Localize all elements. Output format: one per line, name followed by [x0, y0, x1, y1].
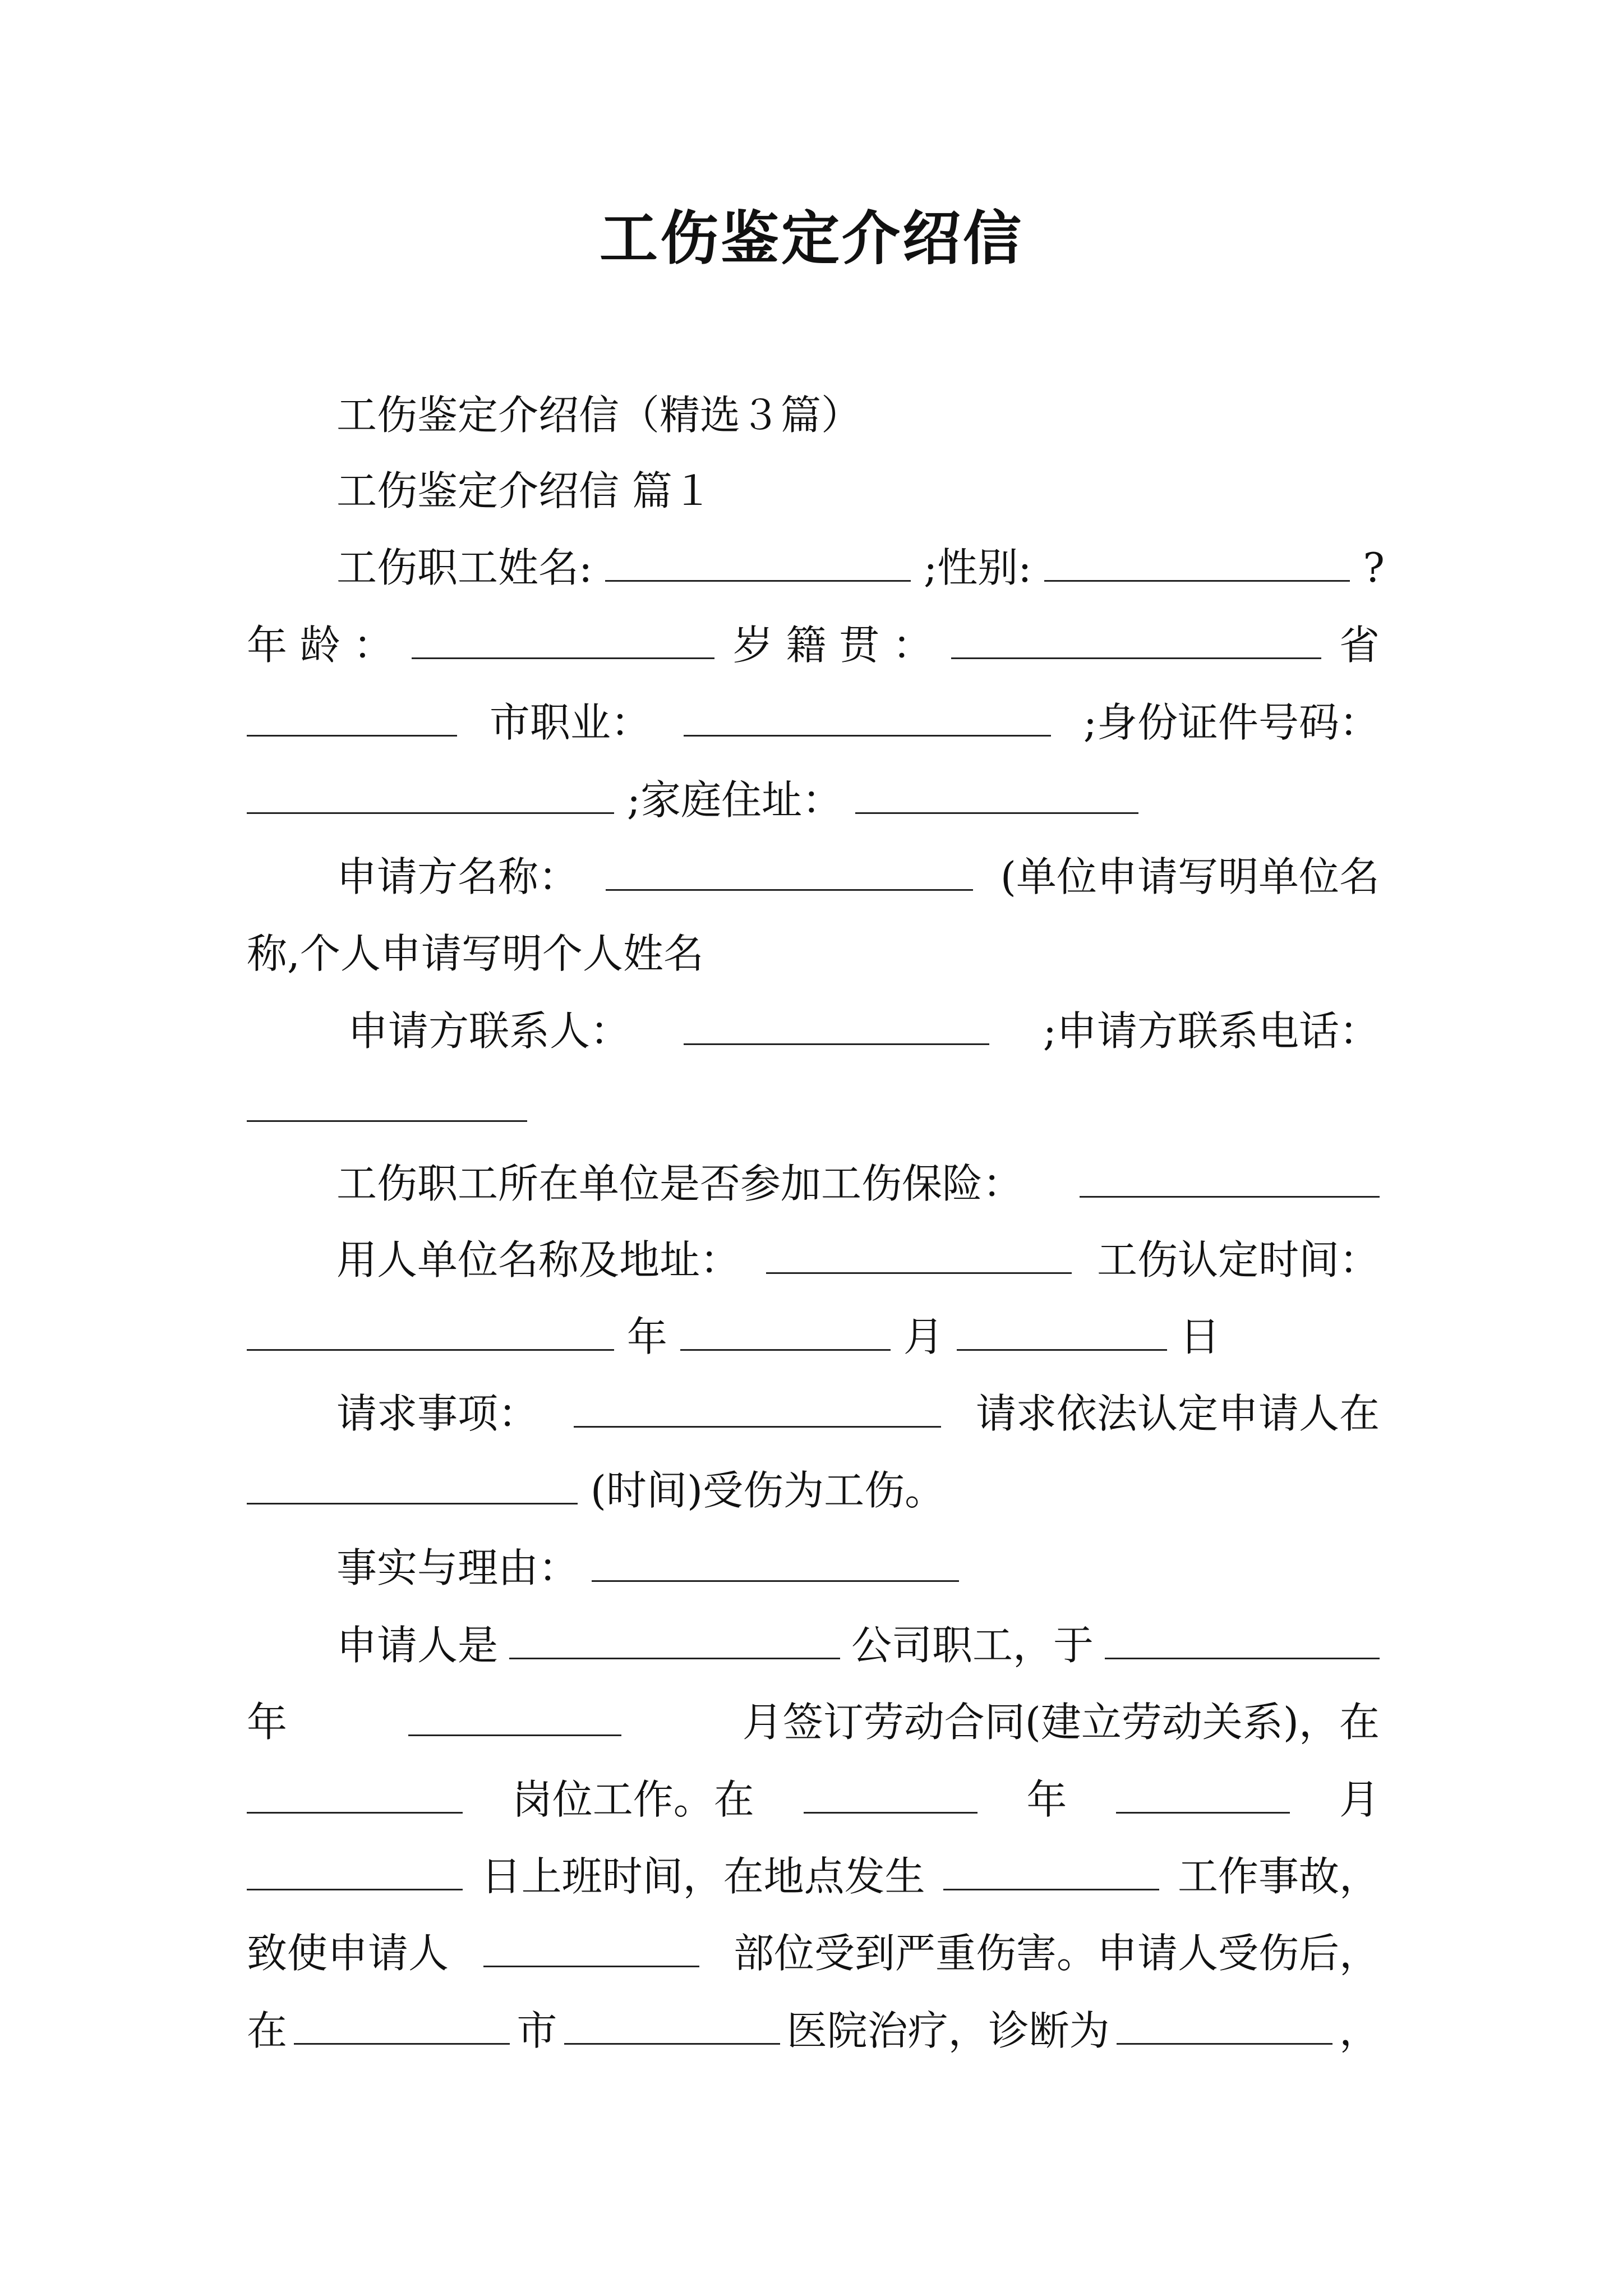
phone-blank-line [247, 1080, 527, 1136]
cause-injury: 致使申请人 [247, 1930, 449, 1977]
phone-blank [247, 1084, 527, 1122]
age-label: 年 龄 ： [247, 622, 394, 669]
native-place-blank [951, 622, 1321, 659]
applicant-name-blank [606, 853, 973, 891]
company-worker: 公司职工，于 [851, 1622, 1094, 1669]
request-blank [574, 1390, 941, 1428]
day-text: 日 [1179, 1313, 1220, 1360]
recognition-year-blank [247, 1313, 614, 1351]
recognition-time-label: 工伤认定时间： [1096, 1236, 1380, 1283]
question-mark: ? [1363, 544, 1385, 591]
comma-text: ， [1339, 2007, 1380, 2054]
company-blank [509, 1622, 840, 1659]
injury-text: 部位受到严重伤害。申请人受伤后， [733, 1930, 1380, 1977]
request-text-2: (时间)受伤为工伤。 [590, 1467, 946, 1514]
document-title: 工伤鉴定介绍信 [599, 204, 1023, 273]
employer-blank [766, 1236, 1072, 1274]
city-text: 市 [517, 2007, 557, 2054]
at-text: 在 [247, 2007, 288, 2054]
year-text-3: 年 [1026, 1776, 1067, 1823]
injury-line [247, 1925, 1380, 1981]
native-place-label: 岁 籍 贯 ： [732, 622, 933, 669]
name-gender-line [336, 540, 1385, 596]
hire-month-blank [408, 1699, 621, 1736]
gender-blank [1044, 544, 1350, 582]
month-text-2: 月 [1339, 1776, 1380, 1823]
post-work: 岗位工作。在 [511, 1776, 754, 1823]
id-address-line [247, 772, 1138, 828]
id-label: ;身份证件号码： [1083, 699, 1380, 746]
city-occupation-line [247, 694, 1380, 751]
home-address-label: ;家庭住址： [626, 776, 843, 823]
insurance-line [336, 1156, 1380, 1212]
applicant-company-line [336, 1617, 1380, 1673]
injury-part-blank [483, 1930, 699, 1967]
year-text: 年 [626, 1313, 667, 1360]
contact-line [348, 1003, 1380, 1059]
contract-text: 月签订劳动合同(建立劳动关系)，在 [742, 1699, 1380, 1746]
name-blank [605, 544, 911, 582]
city-occupation-label: 市职业： [489, 699, 651, 746]
facts-blank [592, 1544, 959, 1582]
accident-line [247, 1848, 1380, 1904]
age-native-line [247, 617, 1380, 673]
request-time-line [247, 1462, 945, 1519]
hospital-line [247, 2003, 1380, 2059]
request-label: 请求事项： [336, 1390, 539, 1437]
age-blank [412, 622, 714, 659]
accident-text: 工作事故， [1177, 1853, 1380, 1900]
part-heading-line [336, 463, 713, 519]
applicant-note-2: 称,个人申请写明个人姓名 [247, 930, 704, 977]
post-line [247, 1772, 1380, 1828]
applicant-name-label: 申请方名称： [336, 853, 579, 900]
hire-year-blank [1105, 1622, 1380, 1659]
employer-label: 用人单位名称及地址： [336, 1236, 741, 1283]
employer-line [336, 1232, 1380, 1288]
hospital-name-blank [564, 2007, 780, 2045]
post-blank [247, 1776, 463, 1814]
gender-label: ;性别: [924, 544, 1032, 591]
id-blank [247, 776, 614, 814]
on-duty: 日上班时间，在地点发生 [481, 1853, 925, 1900]
insurance-label: 工伤职工所在单位是否参加工伤保险： [336, 1160, 1023, 1207]
province-text: 省 [1339, 622, 1380, 669]
contact-label: 申请方联系人： [348, 1007, 631, 1055]
accident-year-blank [804, 1776, 978, 1814]
part-heading: 工伤鉴定介绍信 篇１ [336, 467, 713, 514]
recognition-day-blank [957, 1313, 1167, 1351]
month-text: 月 [903, 1313, 944, 1360]
contract-line [247, 1694, 1380, 1750]
address-blank [855, 776, 1138, 814]
accident-day-blank [247, 1853, 463, 1890]
subtitle: 工伤鉴定介绍信（精选３篇） [336, 392, 862, 439]
diagnosis-blank [1117, 2007, 1332, 2045]
facts-label: 事实与理由： [336, 1544, 579, 1591]
hospital-city-blank [294, 2007, 510, 2045]
name-label: 工伤职工姓名: [336, 544, 593, 591]
hospital-text: 医院治疗，诊断为 [786, 2007, 1110, 2054]
contact-blank [684, 1007, 989, 1045]
applicant-note: (单位申请写明单位名 [1000, 853, 1380, 900]
city-blank [247, 699, 457, 737]
subtitle-line [336, 387, 861, 443]
recognition-month-blank [680, 1313, 891, 1351]
request-text: 请求依法认定申请人在 [975, 1390, 1380, 1437]
applicant-note-line [247, 926, 704, 982]
accident-blank [943, 1853, 1159, 1890]
contact-phone-label: ;申请方联系电话： [1043, 1007, 1380, 1055]
request-line [336, 1386, 1380, 1442]
applicant-is: 申请人是 [336, 1622, 499, 1669]
recognition-date-line [247, 1309, 1220, 1365]
accident-month-blank [1116, 1776, 1290, 1814]
year-text-2: 年 [247, 1699, 288, 1746]
applicant-name-line [336, 849, 1380, 905]
insurance-blank [1080, 1160, 1380, 1198]
occupation-blank [684, 699, 1051, 737]
facts-line [336, 1540, 959, 1596]
request-time-blank [247, 1467, 578, 1504]
